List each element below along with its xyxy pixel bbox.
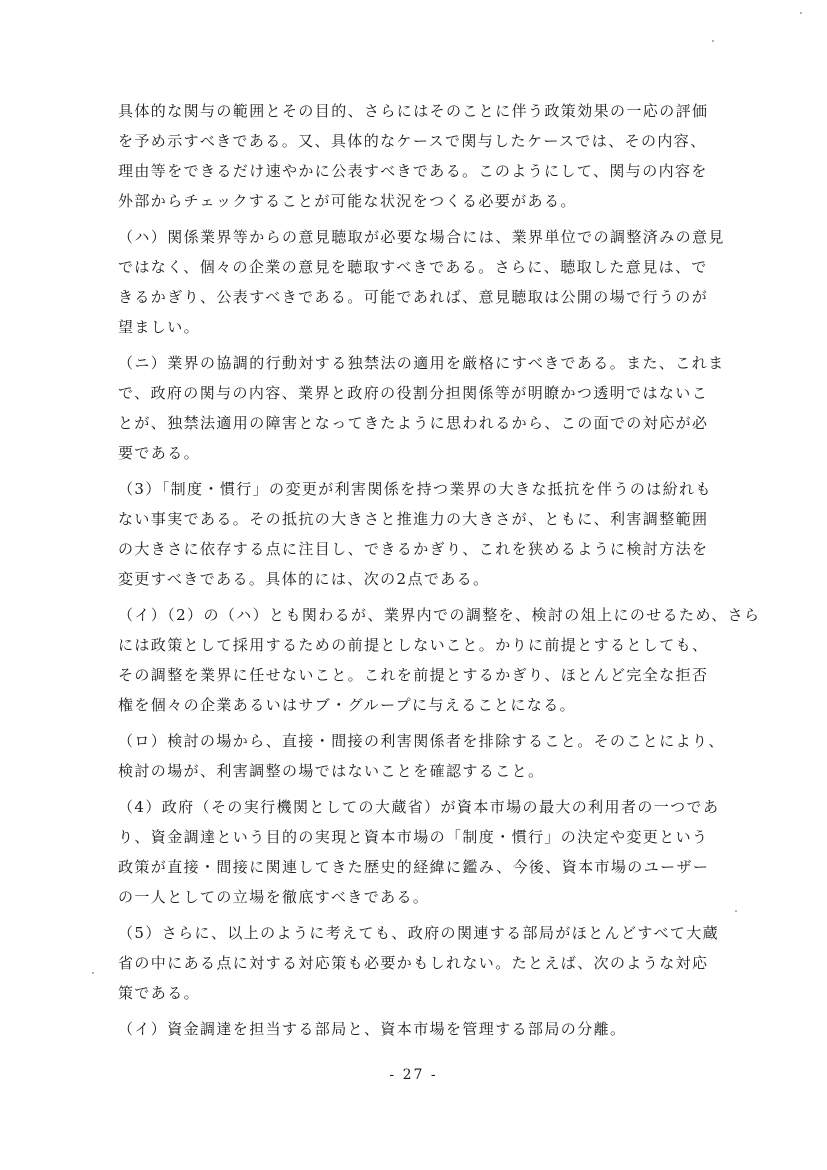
page-number: - 27 - xyxy=(389,1067,438,1083)
text-line: を予め示すべきである。又、具体的なケースで関与したケースでは、その内容、 xyxy=(118,132,707,150)
paragraph-section-4 xyxy=(118,792,734,912)
text-line: ではなく、個々の企業の意見を聴取すべきである。さらに、聴取した意見は、で xyxy=(118,258,708,276)
paragraph-item-i-2 xyxy=(118,1014,734,1044)
body-text xyxy=(118,96,761,1044)
scan-speck xyxy=(92,972,94,974)
text-line: （4）政府（その実行機関としての大蔵省）が資本市場の最大の利用者の一つであ xyxy=(118,798,720,816)
paragraph-section-5 xyxy=(118,918,734,1008)
text-line: 省の中にある点に対する対応策も必要かもしれない。たとえば、次のような対応 xyxy=(118,954,709,972)
scan-speck xyxy=(712,40,714,42)
text-line: の大きさに依存する点に注目し、できるかぎり、これを狭めるように検討方法を xyxy=(118,540,709,558)
text-line: 変更すべきである。具体的には、次の2点である。 xyxy=(118,570,490,588)
text-line: 理由等をできるだけ速やかに公表すべきである。このようにして、関与の内容を xyxy=(118,162,708,180)
text-line: 望ましい。 xyxy=(118,318,201,336)
text-line: とが、独禁法適用の障害となってきたように思われるから、この面での対応が必 xyxy=(118,414,709,432)
text-line: 策である。 xyxy=(118,984,201,1002)
text-line: きるかぎり、公表すべきである。可能であれば、意見聴取は公開の場で行うのが xyxy=(118,288,709,306)
scan-speck xyxy=(800,12,802,14)
text-line: 政策が直接・間接に関連してきた歴史的経緯に鑑み、今後、資本市場のユーザー xyxy=(118,858,710,876)
scan-speck xyxy=(735,910,737,912)
text-line: 権を個々の企業あるいはサブ・グループに与えることになる。 xyxy=(118,696,577,714)
paragraph-item-ni xyxy=(118,348,734,468)
paragraph xyxy=(118,96,734,216)
text-line: り、資金調達という目的の実現と資本市場の「制度・慣行」の決定や変更という xyxy=(118,828,709,846)
text-line: ない事実である。その抵抗の大きさと推進力の大きさが、ともに、利害調整範囲 xyxy=(118,510,709,528)
text-line: の一人としての立場を徹底すべきである。 xyxy=(118,888,430,906)
text-line: で、政府の関与の内容、業界と政府の役割分担関係等が明瞭かつ透明ではないこ xyxy=(118,384,709,402)
text-line: 検討の場が、利害調整の場ではないことを確認すること。 xyxy=(118,762,545,780)
text-line: には政策として採用するための前提としないこと。かりに前提とするとしても、 xyxy=(118,636,709,654)
paragraph-section-3 xyxy=(118,474,734,594)
text-line: 具体的な関与の範囲とその目的、さらにはそのことに伴う政策効果の一応の評価 xyxy=(118,102,709,120)
text-line: （ロ）検討の場から、直接・間接の利害関係者を排除すること。そのことにより、 xyxy=(118,732,725,750)
text-line: （ハ）関係業界等からの意見聴取が必要な場合には、業界単位での調整済みの意見 xyxy=(118,228,725,246)
paragraph-item-i xyxy=(118,600,761,720)
text-line: その調整を業界に任せないこと。これを前提とするかぎり、ほとんど完全な拒否 xyxy=(118,666,709,684)
text-line: 外部からチェックすることが可能な状況をつくる必要がある。 xyxy=(118,192,577,210)
text-line: （3）「制度・慣行」の変更が利害関係を持つ業界の大きな抵抗を伴うのは紛れも xyxy=(118,480,712,498)
text-line: （ニ）業界の協調的行動対する独禁法の適用を厳格にすべきである。また、これま xyxy=(118,354,725,372)
text-line: 要である。 xyxy=(118,444,201,462)
paragraph-item-ro xyxy=(118,726,734,786)
text-line: （イ）資金調達を担当する部局と、資本市場を管理する部局の分離。 xyxy=(118,1020,627,1038)
paragraph-item-ha xyxy=(118,222,734,342)
text-line: （イ）（2）の（ハ）とも関わるが、業界内での調整を、検討の俎上にのせるため、さら xyxy=(118,606,761,624)
text-line: （5）さらに、以上のように考えても、政府の関連する部局がほとんどすべて大蔵 xyxy=(118,924,720,942)
